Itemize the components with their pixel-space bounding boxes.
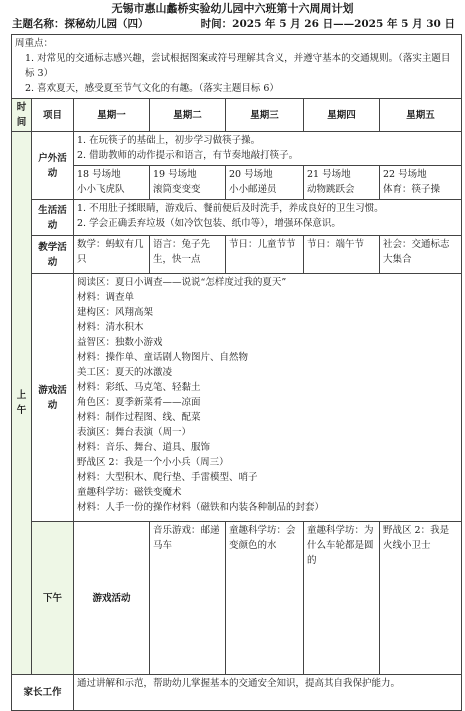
outdoor-day-4-field: 21 号场地 <box>307 169 351 180</box>
outdoor-day-1-activity: 小小飞虎队 <box>77 184 125 195</box>
game-line: 材料：人手一份的操作材料（磁铁和内装各种制品的封套） <box>77 502 325 513</box>
game-line: 材料：彩纸、马克笔、轻黏土 <box>77 382 201 393</box>
theme-block <box>12 17 197 31</box>
outdoor-row-1 <box>12 132 462 166</box>
outdoor-day-4-activity: 动物跳跃会 <box>307 184 355 195</box>
outdoor-day-5-field: 22 号场地 <box>383 169 427 180</box>
afternoon-day-3: 童趣科学坊：为什么车轮都是圆的 <box>304 522 380 675</box>
header-row <box>12 99 462 132</box>
game-line: 角色区：夏季新菜肴——凉面 <box>77 397 201 408</box>
afternoon-game-label: 游戏活动 <box>74 522 150 675</box>
game-content <box>74 274 462 522</box>
game-line: 材料：操作单、童话剧人物图片、自然物 <box>77 352 249 363</box>
outdoor-label: 户外活动 <box>32 132 74 200</box>
afternoon-label: 下午 <box>32 522 74 675</box>
header-day-1: 星期一 <box>74 99 150 132</box>
meta-line <box>12 17 462 31</box>
outdoor-day-2-activity: 滚筒变变变 <box>153 184 201 195</box>
focus-item-1: 1. 对常见的交通标志感兴趣，尝试根据图案或符号理解其含义，并遵守基本的交通规则。（落实主题目标 3） <box>25 53 451 79</box>
life-label: 生活活动 <box>32 200 74 236</box>
game-line: 童趣科学坊：磁铁变魔术 <box>77 487 182 498</box>
outdoor-day-3-activity: 小小邮递员 <box>229 184 277 195</box>
header-day-3: 星期三 <box>226 99 304 132</box>
outdoor-row-2 <box>12 166 462 200</box>
teaching-day-5: 社会：交通标志大集合 <box>380 236 462 274</box>
game-label: 游戏活动 <box>32 274 74 522</box>
life-line-2: 2. 学会正确丢弃垃圾（如冷饮包装、纸巾等），增强环保意识。 <box>77 218 341 229</box>
outdoor-day-1-field: 18 号场地 <box>77 169 121 180</box>
teaching-day-4: 节日：端午节 <box>304 236 380 274</box>
game-line: 材料：制作过程图、线、配菜 <box>77 412 201 423</box>
teaching-day-3: 节日：儿童节节 <box>226 236 304 274</box>
header-day-2: 星期二 <box>150 99 226 132</box>
teaching-label: 教学活动 <box>32 236 74 274</box>
game-line: 表演区：舞台表演（周一） <box>77 427 192 438</box>
morning-label: 上午 <box>12 132 32 675</box>
plan-table <box>11 34 462 711</box>
header-day-4: 星期四 <box>304 99 380 132</box>
game-line: 材料：音乐、舞台、道具、服饰 <box>77 442 211 453</box>
game-line: 美工区：夏天的冰激凌 <box>77 367 173 378</box>
outdoor-day-3-field: 20 号场地 <box>229 169 273 180</box>
theme-value: 探秘幼儿园（四） <box>64 18 149 30</box>
afternoon-row <box>12 522 462 675</box>
game-row <box>12 274 462 522</box>
time-value: 2025 年 5 月 26 日——2025 年 5 月 30 日 <box>232 18 455 30</box>
time-label: 时间： <box>200 18 233 30</box>
focus-row <box>12 35 462 99</box>
life-line-1: 1. 不用肚子揉眼睛，游戏后、餐前便后及时洗手，养成良好的卫生习惯。 <box>77 203 384 214</box>
outdoor-day-5 <box>380 166 462 200</box>
page-title: 无锡市惠山蠡桥实验幼儿园中六班第十六周周计划 <box>111 2 354 15</box>
outdoor-day-2 <box>150 166 226 200</box>
afternoon-day-1: 音乐游戏：邮递马车 <box>150 522 226 675</box>
afternoon-day-4: 野战区 2：我是火线小卫士 <box>380 522 462 675</box>
game-line: 阅读区：夏日小调查——说说“怎样度过我的夏天” <box>77 277 287 288</box>
afternoon-day-2: 童趣科学坊：会变颜色的水 <box>226 522 304 675</box>
header-time: 时间 <box>12 99 32 132</box>
game-line: 益智区：独数小游戏 <box>77 337 163 348</box>
game-line: 材料：清水积木 <box>77 322 144 333</box>
game-line: 建构区：风翔高架 <box>77 307 154 318</box>
family-content: 通过讲解和示范，帮助幼儿掌握基本的交通安全知识，提高其自我保护能力。 <box>74 675 462 711</box>
outdoor-goal-1: 1. 在玩筷子的基础上，初步学习做筷子操。 <box>77 135 261 146</box>
outdoor-day-2-field: 19 号场地 <box>153 169 197 180</box>
outdoor-day-3 <box>226 166 304 200</box>
game-line: 材料：大型积木、爬行垫、手雷模型、哨子 <box>77 472 258 483</box>
time-block <box>201 17 455 31</box>
life-content <box>74 200 462 236</box>
teaching-row <box>12 236 462 274</box>
game-line: 材料：调查单 <box>77 292 135 303</box>
outdoor-goals <box>74 132 462 166</box>
game-line: 野战区 2：我是一个小小兵（周三） <box>77 457 229 468</box>
family-row <box>12 675 462 711</box>
outdoor-day-1 <box>74 166 150 200</box>
teaching-day-1: 数学：蚂蚁有几只 <box>74 236 150 274</box>
outdoor-goal-2: 2. 借助教师的动作提示和语言，有节奏地敲打筷子。 <box>77 150 299 161</box>
focus-label: 周重点： <box>15 38 54 49</box>
focus-cell <box>12 35 462 99</box>
outdoor-day-5-activity: 体育：筷子操 <box>383 184 441 195</box>
theme-label: 主题名称： <box>12 18 65 30</box>
header-day-5: 星期五 <box>380 99 462 132</box>
header-item: 项目 <box>32 99 74 132</box>
teaching-day-2: 语言：兔子先生，快一点 <box>150 236 226 274</box>
life-row <box>12 200 462 236</box>
family-label: 家长工作 <box>12 675 74 711</box>
focus-item-2: 2. 喜欢夏天，感受夏至节气文化的有趣。（落实主题目标 6） <box>25 83 279 94</box>
outdoor-day-4 <box>304 166 380 200</box>
